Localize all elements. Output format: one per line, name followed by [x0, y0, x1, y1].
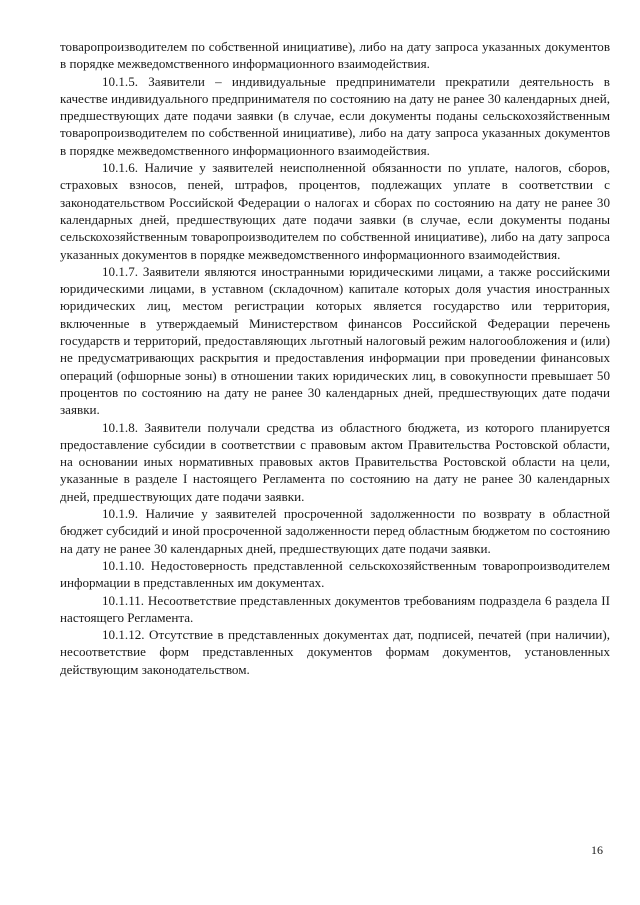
paragraph-10-1-5: 10.1.5. Заявители – индивидуальные предприниматели прекратили деятельность в качестве индивидуального предпринимателя по состоянию на дату не ранее 30 календарных дней, предшествующих дате подачи заявки (в случае, если документы поданы сельскохозяйственным товаропроизводителем по собственной инициативе), либо на дату запроса указанных документов в порядке межведомственного информационного взаимодействия.: [60, 73, 610, 158]
paragraph-10-1-11: 10.1.11. Несоответствие представленных документов требованиям подраздела 6 раздела II настоящего Регламента.: [60, 592, 610, 625]
page-number: 16: [591, 843, 603, 857]
paragraph-10-1-10: 10.1.10. Недостоверность представленной сельскохозяйственным товаропроизводителем информации в представленных им документах.: [60, 557, 610, 591]
paragraph-10-1-7: 10.1.7. Заявители являются иностранными юридическими лицами, а также российскими юридическими лицами, в уставном (складочном) капитале которых доля участия иностранных юридических лиц, местом регистрации которых является государство или территория, включенные в утверждаемый Министерством финансов Российской Федерации перечень государств и территорий, предоставляющих льготный налоговый режим налогообложения и (или) не предусматривающих раскрытия и предоставления информации при проведении финансовых операций (офшорные зоны) в отношении таких юридических лиц, в совокупности превышает 50 процентов по состоянию на дату не ранее 30 календарных дней, предшествующих дате подачи заявки.: [60, 263, 610, 418]
paragraph-10-1-12: 10.1.12. Отсутствие в представленных документах дат, подписей, печатей (при наличии), несоответствие форм представленных документов формам документов, установленных действующим законодательством.: [60, 627, 610, 677]
document-body: [60, 38, 610, 678]
paragraph-10-1-6: 10.1.6. Наличие у заявителей неисполненной обязанности по уплате, налогов, сборов, страховых взносов, пеней, штрафов, процентов, подлежащих уплате в соответствии с законодательством Российской Федерации о налогах и сборах по состоянию на дату не ранее 30 календарных дней, предшествующих дате подачи заявки (в случае, если документы поданы сельскохозяйственным товаропроизводителем по собственной инициативе), либо на дату запроса указанных документов в порядке межведомственного информационного взаимодействия.: [60, 160, 610, 262]
paragraph-continuation: товаропроизводителем по собственной инициативе), либо на дату запроса указанных документов в порядке межведомственного информационного взаимодействия.: [60, 39, 610, 72]
paragraph-10-1-8: 10.1.8. Заявители получали средства из областного бюджета, из которого планируется предоставление субсидии в соответствии с правовым актом Правительства Ростовской области, на основании иных нормативных правовых актов Правительства Ростовской области на цели, указанные в разделе I настоящего Регламента по состоянию на дату не ранее 30 календарных дней, предшествующих дате подачи заявки.: [60, 419, 610, 504]
paragraph-10-1-9: 10.1.9. Наличие у заявителей просроченной задолженности по возврату в областной бюджет субсидий и иной просроченной задолженности перед областным бюджетом по состоянию на дату не ранее 30 календарных дней, предшествующих дате подачи заявки.: [60, 506, 610, 556]
